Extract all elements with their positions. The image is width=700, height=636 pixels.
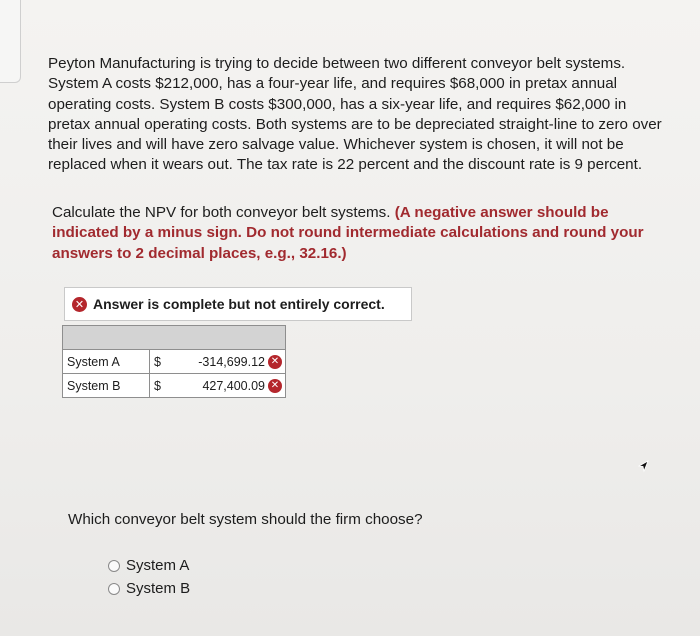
row-label: System B	[63, 374, 150, 397]
table-row	[63, 350, 285, 374]
option-system-a[interactable]	[108, 557, 189, 574]
option-label: System B	[126, 580, 191, 597]
instructions-emphasis: (A negative answer should be indicated by a minus sign. Do not round intermediate calculations and round your answers to 2 decimal places, e.g., 32.16.)	[52, 204, 644, 262]
answer-status-text: Answer is complete but not entirely correct.	[93, 296, 385, 312]
question-text: Which conveyor belt system should the firm choose?	[68, 511, 423, 528]
instructions-lead: Calculate the NPV for both conveyor belt systems.	[52, 204, 395, 221]
currency-symbol: $	[154, 378, 161, 393]
row-label: System A	[63, 350, 150, 373]
npv-input-system-b[interactable]: 427,400.09	[202, 378, 265, 393]
x-circle-icon: ✕	[72, 297, 87, 312]
radio-button[interactable]	[108, 583, 120, 595]
option-system-b[interactable]	[108, 580, 190, 597]
npv-table-header	[63, 326, 285, 350]
answer-status-banner	[64, 287, 412, 321]
mouse-cursor-icon	[636, 459, 650, 473]
incorrect-x-icon: ✕	[268, 355, 282, 369]
currency-symbol: $	[154, 354, 161, 369]
left-panel-edge	[0, 0, 21, 83]
table-row	[63, 374, 285, 397]
radio-button[interactable]	[108, 560, 120, 572]
problem-statement: Peyton Manufacturing is trying to decide between two different conveyor belt systems. System A costs $212,000, has a four-year life, and requires $68,000 in pretax annual operating costs. System B costs $300,000, has a six-year life, and requires $62,000 in pretax annual operating costs. Both systems are to be depreciated straight-line to zero over their lives and will have zero salvage value. Whichever system is chosen, it will not be replaced when it wears out. The tax rate is 22 percent and the discount rate is 9 percent.	[48, 55, 662, 174]
incorrect-x-icon: ✕	[268, 379, 282, 393]
instructions	[52, 203, 664, 264]
npv-table	[62, 325, 286, 398]
option-label: System A	[126, 557, 190, 574]
npv-input-system-a[interactable]: -314,699.12	[198, 354, 265, 369]
